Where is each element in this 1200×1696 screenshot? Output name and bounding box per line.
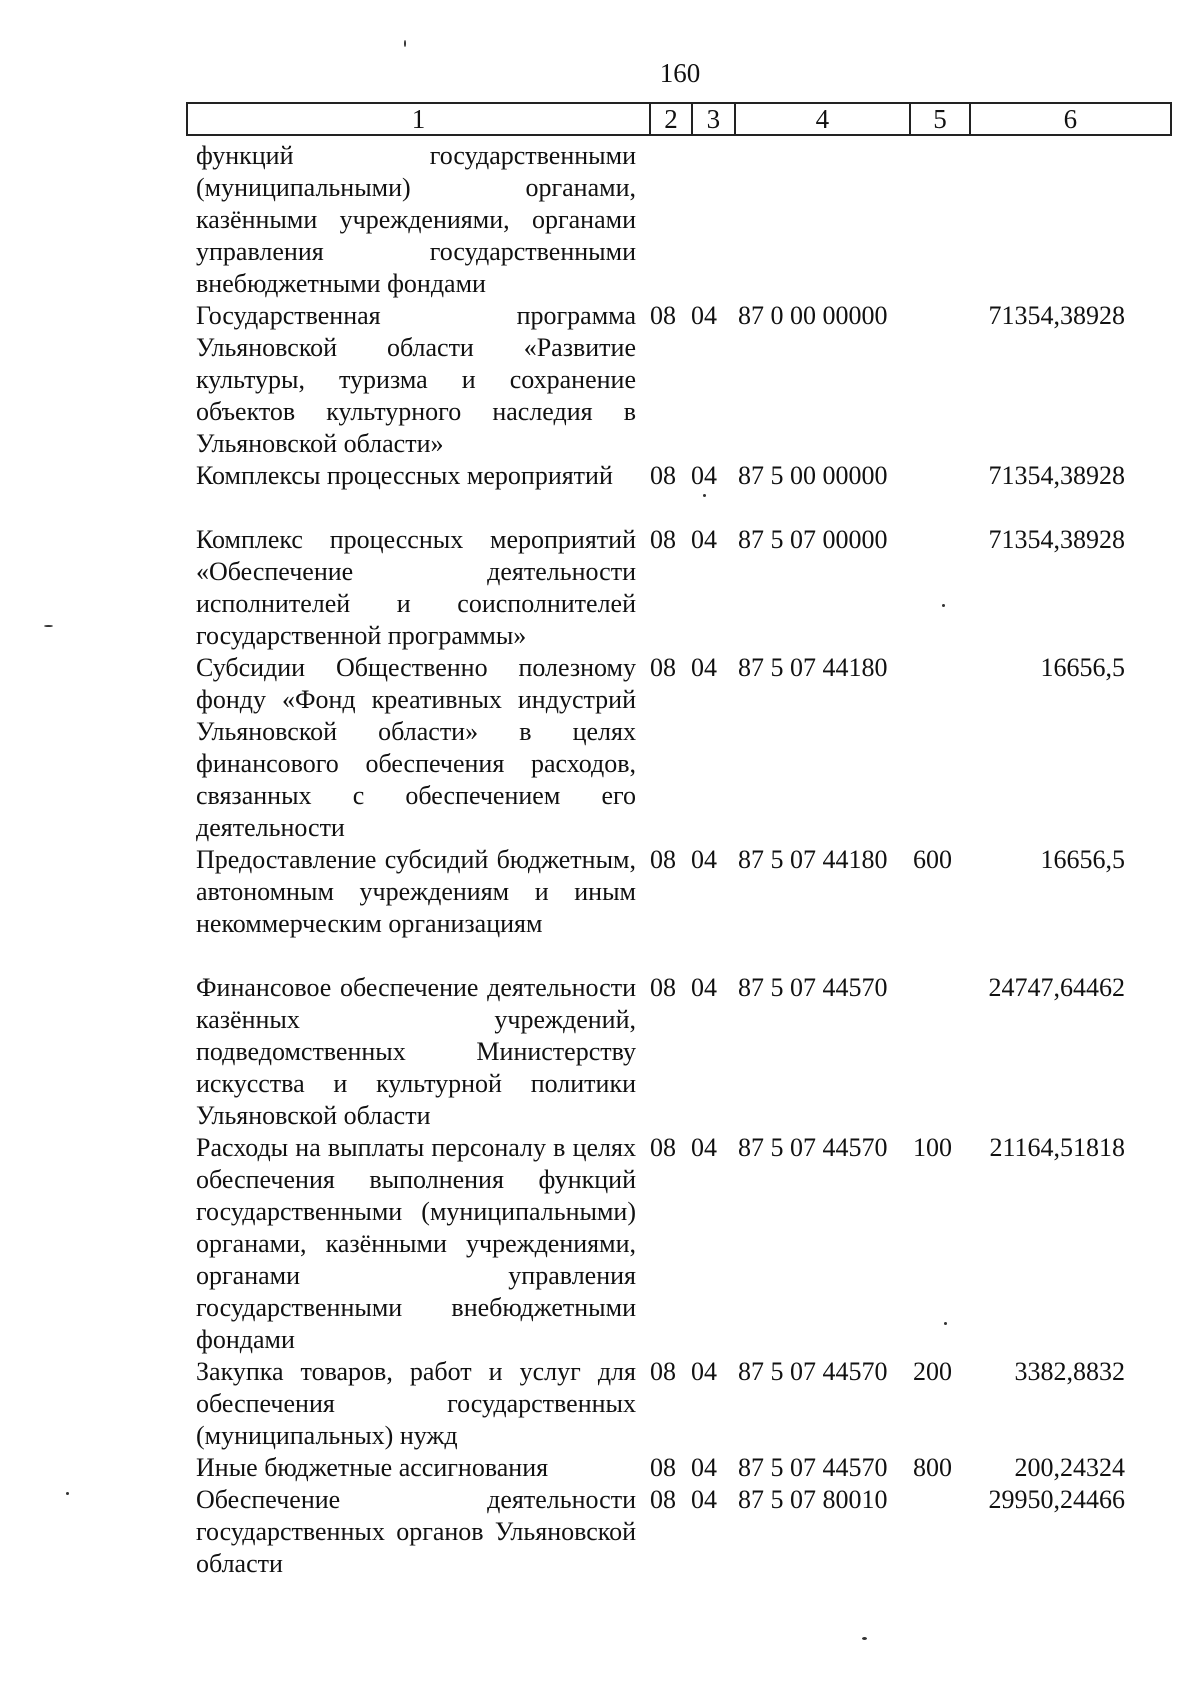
row-amount: 71354,38928 <box>988 525 1125 554</box>
row-target-article: 87 5 07 44570 <box>738 1357 888 1386</box>
row-target-article: 87 0 00 00000 <box>738 301 888 330</box>
row-target-article: 87 5 07 44180 <box>738 653 888 682</box>
row-description: функций государственными (муниципальными) органами, казёнными учреждениями, органами управления государственными внебюджетными фондами <box>196 141 636 298</box>
row-section: 08 <box>650 1357 676 1386</box>
row-target-article: 87 5 07 44570 <box>738 973 888 1002</box>
row-section: 08 <box>650 1485 676 1514</box>
row-target-article: 87 5 00 00000 <box>738 461 888 490</box>
header-col-4: 4 <box>736 104 911 134</box>
row-section: 08 <box>650 301 676 330</box>
scan-speck <box>44 625 53 627</box>
row-subsection: 04 <box>691 461 717 490</box>
row-amount: 29950,24466 <box>988 1485 1125 1514</box>
row-amount: 24747,64462 <box>988 973 1125 1002</box>
row-section: 08 <box>650 1133 676 1162</box>
row-subsection: 04 <box>691 1133 717 1162</box>
row-description: Иные бюджетные ассигнования <box>196 1453 549 1482</box>
row-subsection: 04 <box>691 973 717 1002</box>
row-section: 08 <box>650 1453 676 1482</box>
scan-speck <box>942 604 945 607</box>
row-description: Государственная программа Ульяновской области «Развитие культуры, туризма и сохранение объектов культурного наследия в Ульяновской области» <box>196 301 636 458</box>
row-section: 08 <box>650 845 676 874</box>
header-col-3: 3 <box>693 104 736 134</box>
row-subsection: 04 <box>691 845 717 874</box>
header-col-1: 1 <box>188 104 651 134</box>
row-amount: 16656,5 <box>1040 653 1125 682</box>
row-subsection: 04 <box>691 525 717 554</box>
row-amount: 200,24324 <box>1014 1453 1125 1482</box>
row-subsection: 04 <box>691 301 717 330</box>
row-amount: 21164,51818 <box>989 1133 1125 1162</box>
row-target-article: 87 5 07 44570 <box>738 1453 888 1482</box>
row-amount: 71354,38928 <box>988 301 1125 330</box>
row-description: Обеспечение деятельности государственных органов Ульяновской области <box>196 1485 636 1578</box>
row-amount: 3382,8832 <box>1014 1357 1125 1386</box>
row-target-article: 87 5 07 44570 <box>738 1133 888 1162</box>
row-description: Комплекс процессных мероприятий «Обеспечение деятельности исполнителей и соисполнителей государственной программы» <box>196 525 636 650</box>
row-description: Субсидии Общественно полезному фонду «Фонд креативных индустрий Ульяновской области» в целях финансового обеспечения расходов, связанных с обеспечением его деятельности <box>196 653 636 842</box>
row-description: Финансовое обеспечение деятельности казённых учреждений, подведомственных Министерству искусства и культурной политики Ульяновской области <box>196 973 636 1130</box>
scan-speck <box>862 1637 867 1640</box>
row-description: Предоставление субсидий бюджетным, автономным учреждениям и иным некоммерческим организациям <box>196 845 636 938</box>
row-description: Комплексы процессных мероприятий <box>196 461 613 490</box>
row-target-article: 87 5 07 80010 <box>738 1485 888 1514</box>
row-target-article: 87 5 07 00000 <box>738 525 888 554</box>
row-section: 08 <box>650 461 676 490</box>
row-section: 08 <box>650 653 676 682</box>
scan-speck <box>944 1322 947 1325</box>
row-expense-type: 200 <box>913 1357 952 1386</box>
row-description: Закупка товаров, работ и услуг для обеспечения государственных (муниципальных) нужд <box>196 1357 636 1450</box>
row-section: 08 <box>650 525 676 554</box>
row-description: Расходы на выплаты персоналу в целях обеспечения выполнения функций государственными (муниципальными) органами, казёнными учреждениями, органами управления государственными внебюджетными фондами <box>196 1133 636 1354</box>
scan-speck <box>703 494 706 497</box>
scan-speck <box>404 40 406 47</box>
row-expense-type: 600 <box>913 845 952 874</box>
row-subsection: 04 <box>691 1453 717 1482</box>
table-header <box>186 102 1172 136</box>
row-subsection: 04 <box>691 653 717 682</box>
row-expense-type: 800 <box>913 1453 952 1482</box>
page-number: 160 <box>659 58 701 88</box>
header-col-6: 6 <box>1063 104 1078 134</box>
row-expense-type: 100 <box>913 1133 952 1162</box>
row-amount: 71354,38928 <box>988 461 1125 490</box>
row-section: 08 <box>650 973 676 1002</box>
header-col-2: 2 <box>651 104 693 134</box>
header-col-5: 5 <box>911 104 971 134</box>
row-subsection: 04 <box>691 1485 717 1514</box>
row-amount: 16656,5 <box>1040 845 1125 874</box>
row-target-article: 87 5 07 44180 <box>738 845 888 874</box>
scan-speck <box>66 1492 69 1495</box>
row-subsection: 04 <box>691 1357 717 1386</box>
